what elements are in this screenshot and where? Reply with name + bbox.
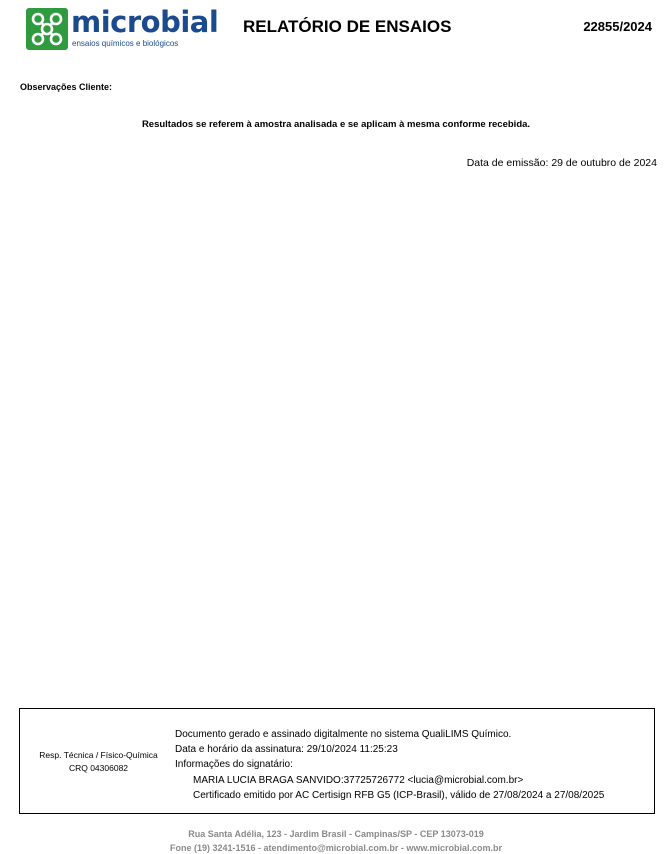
certificate-info: Certificado emitido por AC Certisign RFB G5 (ICP-Brasil), válido de 27/08/2024 a 27/08/2025 bbox=[193, 789, 605, 801]
results-disclaimer: Resultados se referem à amostra analisada e se aplicam à mesma conforme recebida. bbox=[141, 119, 531, 130]
logo-wordmark: microbial bbox=[71, 5, 219, 39]
signature-details bbox=[175, 727, 604, 803]
responsible-role: Resp. Técnica / Físico-Química bbox=[39, 750, 158, 760]
issue-date: Data de emissão: 29 de outubro de 2024 bbox=[466, 157, 657, 169]
logo-tagline: ensaios químicos e biológicos bbox=[72, 39, 179, 48]
microbial-logo-icon bbox=[26, 8, 68, 50]
signature-timestamp: Data e horário da assinatura: 29/10/2024 11:25:23 bbox=[175, 744, 398, 756]
footer-contact: Fone (19) 3241-1516 - atendimento@microbial.com.br - www.microbial.com.br bbox=[169, 843, 503, 853]
digital-signature-box bbox=[19, 708, 655, 814]
client-notes-label: Observações Cliente: bbox=[20, 82, 113, 92]
responsible-technician bbox=[20, 749, 177, 775]
company-logo bbox=[26, 5, 219, 50]
signer-name: MARIA LUCIA BRAGA SANVIDO:37725726772 <lucia@microbial.com.br> bbox=[193, 774, 524, 786]
footer-address: Rua Santa Adélia, 123 - Jardim Brasil - Campinas/SP - CEP 13073-019 bbox=[188, 829, 484, 839]
signer-info-label: Informações do signatário: bbox=[175, 759, 293, 771]
report-number: 22855/2024 bbox=[583, 19, 652, 34]
report-title: RELATÓRIO DE ENSAIOS bbox=[243, 17, 452, 36]
responsible-registration: CRQ 04306082 bbox=[68, 763, 129, 773]
generated-statement: Documento gerado e assinado digitalmente no sistema QualiLIMS Químico. bbox=[175, 729, 512, 740]
